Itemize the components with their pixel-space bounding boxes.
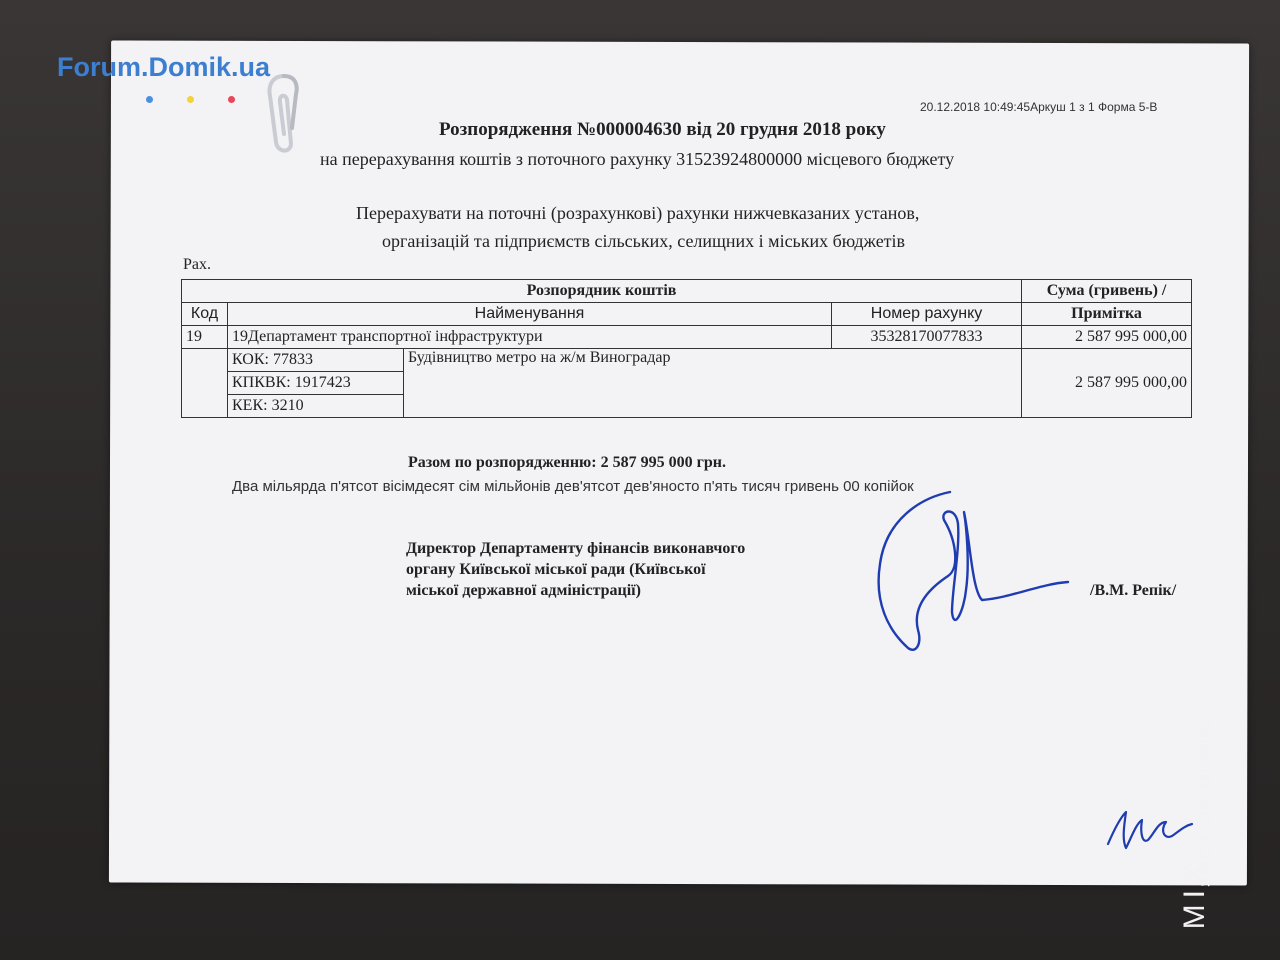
table-subheader-row [182,303,1192,326]
director-line-2: органу Київської міської ради (Київської [406,561,706,578]
disposer-table [181,279,1192,418]
row2-kok: КОК: 77833 [228,349,404,372]
row2-description: Будівництво метро на ж/м Виноградар [404,349,1022,418]
watermark-dots [146,90,269,108]
intro-line-1: Перерахувати на поточні (розрахункові) рахунки нижчевказаних установ, [356,203,920,223]
director-line-1: Директор Департаменту фінансів виконавчого [406,540,746,557]
row1-name: 19Департамент транспортної інфраструктури [228,326,832,349]
print-meta-line: 20.12.2018 10:49:45Аркуш 1 з 1 Форма 5-В [920,100,1158,114]
header-note: Примітка [1022,303,1192,326]
row2-empty-code [182,349,228,418]
row1-sum: 2 587 995 000,00 [1022,326,1192,349]
total-amount: Разом по розпорядженню: 2 587 995 000 грн. [408,454,726,471]
row2-sum: 2 587 995 000,00 [1022,349,1192,418]
intro-line-2: організацій та підприємств сільських, селищних і міських бюджетів [382,231,906,251]
row2-kpkvk: КПКВК: 1917423 [228,372,404,395]
header-sum: Сума (гривень) / [1022,280,1192,303]
header-disposer: Розпорядник коштів [182,280,1022,303]
table-header-row [182,280,1192,303]
forum-watermark: Forum.Domik.ua [57,52,271,82]
handwritten-initials-icon [1100,800,1200,860]
col-code: Код [182,303,228,326]
watermark-dot-red [228,96,235,103]
row2-kek: КЕК: 3210 [228,395,404,418]
total-in-words: Два мільярда п'ятсот вісімдесят сім мільйонів дев'ятсот дев'яносто п'ять тисяч гривень 00 копійок [232,478,914,495]
table-row [182,326,1192,349]
row1-code: 19 [182,326,228,349]
director-line-3: міської державної адміністрації) [406,582,641,599]
watermark-dot-blue [146,96,153,103]
paper-clip-icon [262,72,302,162]
col-name: Найменування [228,303,832,326]
rah-label: Рах. [183,256,211,273]
document-title: Розпорядження №000004630 від 20 грудня 2018 року [439,119,886,140]
director-title [406,538,826,601]
col-account: Номер рахунку [832,303,1022,326]
camera-logo: MIX [1178,858,1211,930]
table-row [182,349,1192,372]
camera-shot-label: SHOT ON MI MIX2 [1196,712,1215,888]
document-subtitle: на перерахування коштів з поточного рахунку 31523924800000 місцевого бюджету [320,149,955,169]
watermark-dot-yellow [187,96,194,103]
signer-name: /В.М. Репік/ [1090,582,1177,599]
row1-account: 35328170077833 [832,326,1022,349]
handwritten-signature-icon [860,480,1080,660]
